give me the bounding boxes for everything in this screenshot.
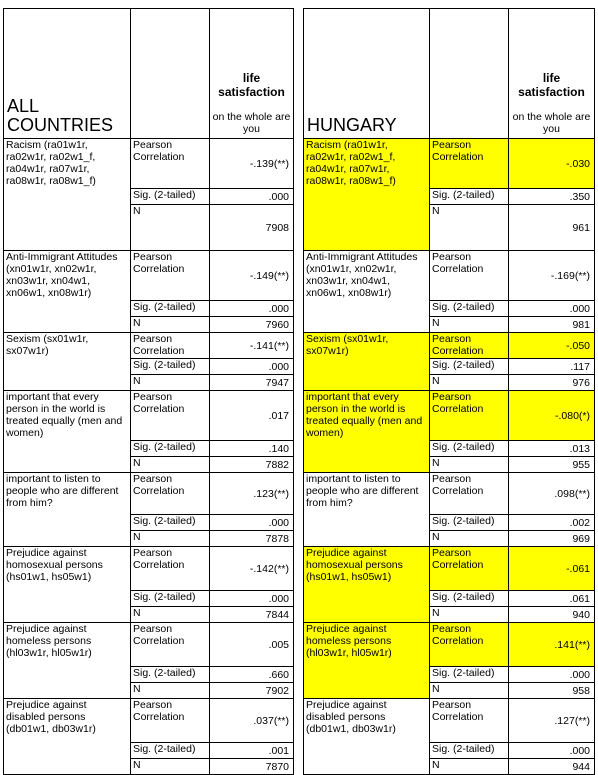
table-row (4, 547, 294, 591)
statistic-label: Sig. (2-tailed) (131, 301, 210, 317)
column-title: life satisfaction (218, 71, 285, 99)
sig-value: .000 (210, 189, 294, 205)
statistic-label: Sig. (2-tailed) (430, 591, 509, 607)
sig-value: .000 (210, 301, 294, 317)
statistic-label: Pearson Correlation (131, 699, 210, 743)
sig-value: .000 (509, 667, 595, 683)
n-value: 7878 (210, 531, 294, 547)
table-row (4, 473, 294, 515)
table-row (304, 699, 595, 743)
statistic-label: N (131, 607, 210, 623)
all-countries-table (3, 8, 294, 775)
statistic-label: Sig. (2-tailed) (430, 441, 509, 457)
statistic-label: N (430, 205, 509, 251)
statistic-label: Sig. (2-tailed) (131, 441, 210, 457)
statistic-label: Pearson Correlation (131, 547, 210, 591)
statistic-label: Pearson Correlation (430, 699, 509, 743)
statistic-label: Sig. (2-tailed) (131, 667, 210, 683)
table-row (304, 623, 595, 667)
statistic-label: Pearson Correlation (131, 391, 210, 441)
statistic-label: Sig. (2-tailed) (430, 359, 509, 375)
n-value: 944 (509, 759, 595, 775)
pearson-value: .005 (210, 623, 294, 667)
variable-name-cell: Sexism (sx01w1r, sx07w1r) (304, 333, 430, 391)
n-value: 958 (509, 683, 595, 699)
table-row (304, 547, 595, 591)
statistic-label: Sig. (2-tailed) (430, 301, 509, 317)
statistic-label: N (131, 683, 210, 699)
table-row (304, 473, 595, 515)
pearson-value: -.139(**) (210, 139, 294, 189)
table-row (4, 139, 294, 189)
n-value: 7902 (210, 683, 294, 699)
sig-value: .000 (210, 591, 294, 607)
n-value: 969 (509, 531, 595, 547)
sig-value: .000 (509, 301, 595, 317)
statistic-label: Sig. (2-tailed) (131, 189, 210, 205)
n-value: 7870 (210, 759, 294, 775)
pearson-value: .141(**) (509, 623, 595, 667)
statistic-label: Pearson Correlation (131, 623, 210, 667)
statistic-label: Sig. (2-tailed) (430, 743, 509, 759)
n-value: 976 (509, 375, 595, 391)
n-value: 961 (509, 205, 595, 251)
hungary-table (303, 8, 595, 775)
table-row (304, 251, 595, 301)
n-value: 981 (509, 317, 595, 333)
sig-value: .061 (509, 591, 595, 607)
n-value: 7882 (210, 457, 294, 473)
statistic-label: N (131, 531, 210, 547)
statistic-label: Sig. (2-tailed) (131, 591, 210, 607)
variable-name-cell: important to listen to people who are different from him? (4, 473, 131, 547)
statistic-label: Pearson Correlation (430, 623, 509, 667)
variable-name-cell: Prejudice against homeless persons (hl03w1r, hl05w1r) (304, 623, 430, 699)
variable-name-cell: important that every person in the world is treated equally (men and women) (304, 391, 430, 473)
column-title: life satisfaction (518, 71, 585, 99)
sig-value: .013 (509, 441, 595, 457)
sig-value: .002 (509, 515, 595, 531)
statistic-label: Pearson Correlation (430, 333, 509, 359)
sig-value: .000 (210, 515, 294, 531)
variable-name-cell: important that every person in the world is treated equally (men and women) (4, 391, 131, 473)
sig-value: .117 (509, 359, 595, 375)
table-row (304, 333, 595, 359)
table-row (4, 623, 294, 667)
statistic-label: N (131, 759, 210, 775)
statistic-label: N (430, 531, 509, 547)
statistic-label: Pearson Correlation (131, 251, 210, 301)
table-title: ALL COUNTRIES (4, 9, 131, 139)
n-value: 955 (509, 457, 595, 473)
variable-name-cell: Racism (ra01w1r, ra02w1r, ra02w1_f, ra04w1r, ra07w1r, ra08w1r, ra08w1_f) (4, 139, 131, 251)
column-header (509, 9, 595, 139)
statistic-label: Pearson Correlation (131, 139, 210, 189)
sig-value: .001 (210, 743, 294, 759)
table-row (4, 391, 294, 441)
statistic-label: Pearson Correlation (430, 251, 509, 301)
table-title: HUNGARY (304, 9, 430, 139)
table-header-row (304, 9, 595, 139)
table-header-row (4, 9, 294, 139)
hungary-table-body (304, 9, 595, 775)
pearson-value: -.142(**) (210, 547, 294, 591)
statistic-label: N (430, 375, 509, 391)
statistic-label: Sig. (2-tailed) (131, 515, 210, 531)
n-value: 940 (509, 607, 595, 623)
statistic-label: N (430, 317, 509, 333)
variable-name-cell: Prejudice against homeless persons (hl03w1r, hl05w1r) (4, 623, 131, 699)
variable-name-cell: Prejudice against homosexual persons (hs01w1, hs05w1) (304, 547, 430, 623)
header-blank-cell (131, 9, 210, 139)
statistic-label: Pearson Correlation (430, 139, 509, 189)
pearson-value: .037(**) (210, 699, 294, 743)
variable-name-cell: important to listen to people who are different from him? (304, 473, 430, 547)
column-header (210, 9, 294, 139)
statistic-label: Pearson Correlation (430, 547, 509, 591)
table-row (4, 251, 294, 301)
statistic-label: Sig. (2-tailed) (131, 359, 210, 375)
statistic-label: N (430, 607, 509, 623)
pearson-value: -.050 (509, 333, 595, 359)
variable-name-cell: Racism (ra01w1r, ra02w1r, ra02w1_f, ra04w1r, ra07w1r, ra08w1r, ra08w1_f) (304, 139, 430, 251)
pearson-value: -.149(**) (210, 251, 294, 301)
statistic-label: Pearson Correlation (430, 473, 509, 515)
statistic-label: Pearson Correlation (131, 473, 210, 515)
table-row (304, 139, 595, 189)
table-row (4, 699, 294, 743)
statistic-label: N (430, 457, 509, 473)
pearson-value: -.141(**) (210, 333, 294, 359)
statistic-label: Sig. (2-tailed) (430, 667, 509, 683)
n-value: 7908 (210, 205, 294, 251)
table-row (304, 391, 595, 441)
column-subtitle: on the whole are you (212, 111, 291, 135)
pearson-value: -.030 (509, 139, 595, 189)
sig-value: .660 (210, 667, 294, 683)
statistic-label: Pearson Correlation (430, 391, 509, 441)
n-value: 7947 (210, 375, 294, 391)
variable-name-cell: Anti-Immigrant Attitudes (xn01w1r, xn02w1r, xn03w1r, xn04w1, xn06w1, xn08w1r) (304, 251, 430, 333)
statistic-label: N (131, 457, 210, 473)
sig-value: .000 (509, 743, 595, 759)
statistic-label: N (131, 317, 210, 333)
pearson-value: .123(**) (210, 473, 294, 515)
pearson-value: -.169(**) (509, 251, 595, 301)
variable-name-cell: Prejudice against disabled persons (db01w1, db03w1r) (4, 699, 131, 775)
pearson-value: .127(**) (509, 699, 595, 743)
pearson-value: .098(**) (509, 473, 595, 515)
statistic-label: Pearson Correlation (131, 333, 210, 359)
variable-name-cell: Sexism (sx01w1r, sx07w1r) (4, 333, 131, 391)
pearson-value: -.061 (509, 547, 595, 591)
statistic-label: Sig. (2-tailed) (131, 743, 210, 759)
statistic-label: N (430, 759, 509, 775)
n-value: 7844 (210, 607, 294, 623)
pearson-value: .017 (210, 391, 294, 441)
statistic-label: N (131, 205, 210, 251)
table-row (4, 333, 294, 359)
column-subtitle: on the whole are you (512, 111, 591, 135)
all-countries-table-body (4, 9, 294, 775)
pearson-value: -.080(*) (509, 391, 595, 441)
variable-name-cell: Anti-Immigrant Attitudes (xn01w1r, xn02w1r, xn03w1r, xn04w1, xn06w1, xn08w1r) (4, 251, 131, 333)
sig-value: .350 (509, 189, 595, 205)
statistic-label: Sig. (2-tailed) (430, 515, 509, 531)
header-blank-cell (430, 9, 509, 139)
sig-value: .000 (210, 359, 294, 375)
statistic-label: N (430, 683, 509, 699)
sig-value: .140 (210, 441, 294, 457)
statistic-label: Sig. (2-tailed) (430, 189, 509, 205)
variable-name-cell: Prejudice against disabled persons (db01w1, db03w1r) (304, 699, 430, 775)
n-value: 7960 (210, 317, 294, 333)
variable-name-cell: Prejudice against homosexual persons (hs01w1, hs05w1) (4, 547, 131, 623)
statistic-label: N (131, 375, 210, 391)
